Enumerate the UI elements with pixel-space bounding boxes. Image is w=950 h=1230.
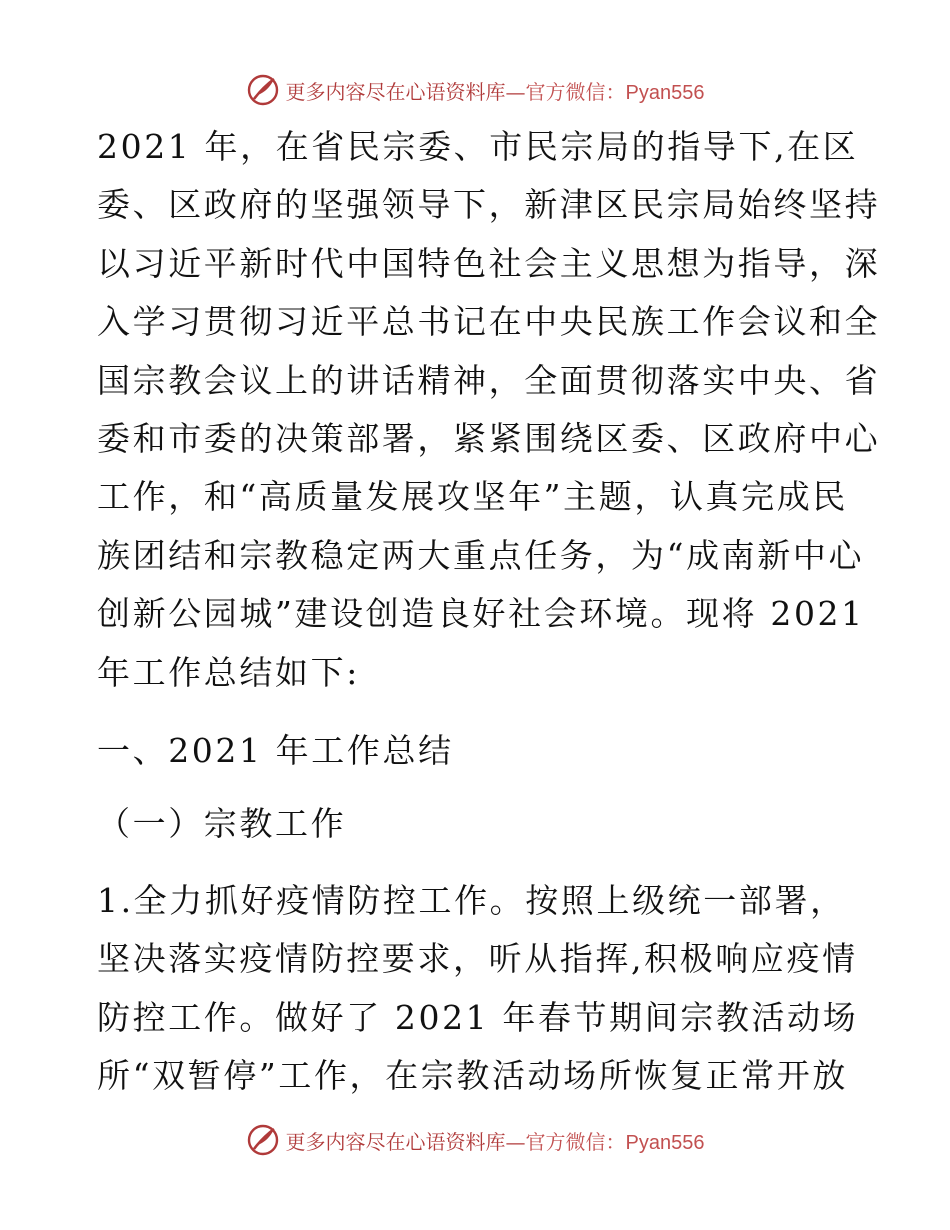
watermark-dash: — — [505, 79, 526, 104]
text-line: 以习近平新时代中国特色社会主义思想为指导，深 — [97, 243, 881, 283]
text-line: 创新公园城”建设创造良好社会环境。现将 2021 — [97, 594, 865, 634]
header-watermark — [0, 70, 950, 110]
text-line: 入学习贯彻习近平总书记在中央民族工作会议和全 — [97, 302, 881, 342]
item-paragraph — [97, 872, 857, 1106]
text-line: 族团结和宗教稳定两大重点任务，为“成南新中心 — [97, 535, 865, 575]
intro-paragraph — [97, 118, 881, 702]
wechat-id: Pyan556 — [625, 1131, 705, 1154]
text-line: 国宗教会议上的讲话精神，全面贯彻落实中央、省 — [97, 360, 881, 400]
text-line: 委和市委的决策部署，紧紧围绕区委、区政府中心 — [97, 418, 881, 458]
section-heading: 一、2021 年工作总结 — [97, 730, 454, 770]
text-line: 委、区政府的坚强领导下，新津区民宗局始终坚持 — [97, 185, 881, 225]
feather-logo-icon — [246, 1123, 280, 1157]
text-line: 年工作总结如下: — [97, 652, 360, 692]
text-line: 坚决落实疫情防控要求，听从指挥,积极响应疫情 — [97, 939, 858, 979]
wechat-id: Pyan556 — [625, 81, 705, 104]
footer-watermark — [0, 1120, 950, 1160]
wechat-label: 官方微信： — [525, 1129, 626, 1154]
subsection-heading: （一）宗教工作 — [97, 803, 347, 843]
text-line: 防控工作。做好了 2021 年春节期间宗教活动场 — [97, 997, 859, 1037]
feather-logo-icon — [246, 73, 280, 107]
wechat-label: 官方微信： — [525, 79, 626, 104]
document-body — [97, 118, 881, 1105]
text-line: 所“双暂停”工作，在宗教活动场所恢复正常开放 — [97, 1056, 848, 1096]
watermark-main: 更多内容尽在心语资料库 — [285, 79, 506, 104]
watermark-dash: — — [505, 1129, 526, 1154]
watermark-text — [286, 76, 705, 105]
text-line: 1.全力抓好疫情防控工作。按照上级统一部署， — [97, 880, 846, 920]
watermark-text — [286, 1126, 705, 1155]
watermark-main: 更多内容尽在心语资料库 — [285, 1129, 506, 1154]
text-line: 工作，和“高质量发展攻坚年”主题，认真完成民 — [97, 477, 848, 517]
text-line: 2021 年，在省民宗委、市民宗局的指导下,在区 — [97, 127, 859, 166]
